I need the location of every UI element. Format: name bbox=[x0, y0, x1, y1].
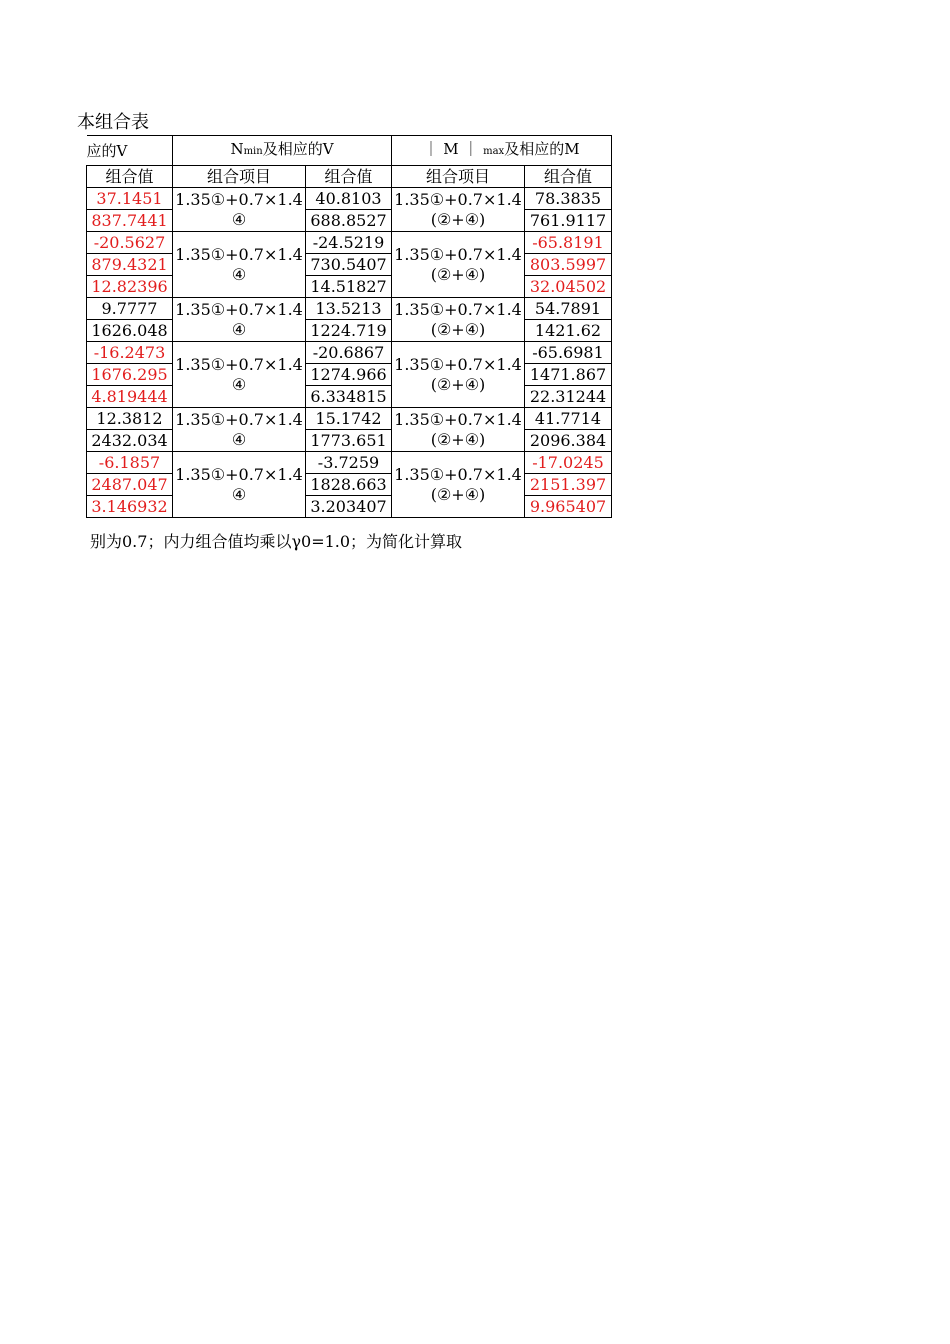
table-row bbox=[87, 254, 612, 276]
table-row bbox=[87, 364, 612, 386]
combo-value-cell: -17.0245 bbox=[525, 452, 612, 474]
combo-value-cell: 13.5213 bbox=[306, 298, 392, 320]
combo-value-cell: -20.6867 bbox=[306, 342, 392, 364]
combo-value-cell: 78.3835 bbox=[525, 188, 612, 210]
combo-value-cell: 1224.719 bbox=[306, 320, 392, 342]
header-combo-value-1: 组合值 bbox=[87, 166, 173, 188]
combo-value-cell: 15.1742 bbox=[306, 408, 392, 430]
combo-value-cell: 688.8527 bbox=[306, 210, 392, 232]
table-row bbox=[87, 496, 612, 518]
combo-value-cell: 3.146932 bbox=[87, 496, 173, 518]
combo-value-cell: 1421.62 bbox=[525, 320, 612, 342]
combo-value-cell: 2151.397 bbox=[525, 474, 612, 496]
combo-items-cell: 1.35①+0.7×1.4④ bbox=[173, 452, 306, 518]
combo-value-cell: 32.04502 bbox=[525, 276, 612, 298]
group-header-row bbox=[87, 136, 612, 166]
table-row bbox=[87, 342, 612, 364]
combo-items-cell: 1.35①+0.7×1.4(②+④) bbox=[392, 342, 525, 408]
combo-value-cell: 14.51827 bbox=[306, 276, 392, 298]
header-nmin: Nmin及相应的V bbox=[173, 136, 392, 166]
combo-value-cell: 1676.295 bbox=[87, 364, 173, 386]
combo-items-cell: 1.35①+0.7×1.4(②+④) bbox=[392, 298, 525, 342]
combo-value-cell: 2096.384 bbox=[525, 430, 612, 452]
combo-value-cell: -24.5219 bbox=[306, 232, 392, 254]
combo-value-cell: 12.82396 bbox=[87, 276, 173, 298]
combo-value-cell: 879.4321 bbox=[87, 254, 173, 276]
table-row bbox=[87, 386, 612, 408]
table-row bbox=[87, 232, 612, 254]
combo-items-cell: 1.35①+0.7×1.4(②+④) bbox=[392, 452, 525, 518]
combo-value-cell: 41.7714 bbox=[525, 408, 612, 430]
header-mmax: ｜ M ｜ max及相应的M bbox=[392, 136, 612, 166]
table-row bbox=[87, 276, 612, 298]
combo-value-cell: 12.3812 bbox=[87, 408, 173, 430]
table-body bbox=[87, 188, 612, 518]
combo-value-cell: 837.7441 bbox=[87, 210, 173, 232]
combo-value-cell: -6.1857 bbox=[87, 452, 173, 474]
combo-value-cell: -65.8191 bbox=[525, 232, 612, 254]
table-row bbox=[87, 408, 612, 430]
combo-value-cell: -3.7259 bbox=[306, 452, 392, 474]
combo-value-cell: 2487.047 bbox=[87, 474, 173, 496]
combo-value-cell: 6.334815 bbox=[306, 386, 392, 408]
combo-items-cell: 1.35①+0.7×1.4(②+④) bbox=[392, 232, 525, 298]
table-row bbox=[87, 320, 612, 342]
header-combo-items-2: 组合项目 bbox=[173, 166, 306, 188]
combo-value-cell: 22.31244 bbox=[525, 386, 612, 408]
combo-value-cell: 761.9117 bbox=[525, 210, 612, 232]
combo-items-cell: 1.35①+0.7×1.4④ bbox=[173, 342, 306, 408]
combo-items-cell: 1.35①+0.7×1.4(②+④) bbox=[392, 188, 525, 232]
sub-header-row bbox=[87, 166, 612, 188]
header-combo-items-3: 组合项目 bbox=[392, 166, 525, 188]
table-row bbox=[87, 452, 612, 474]
combo-value-cell: 2432.034 bbox=[87, 430, 173, 452]
combo-items-cell: 1.35①+0.7×1.4(②+④) bbox=[392, 408, 525, 452]
combo-value-cell: 1773.651 bbox=[306, 430, 392, 452]
combo-items-cell: 1.35①+0.7×1.4④ bbox=[173, 408, 306, 452]
combo-items-cell: 1.35①+0.7×1.4④ bbox=[173, 188, 306, 232]
combo-value-cell: 4.819444 bbox=[87, 386, 173, 408]
combo-value-cell: 3.203407 bbox=[306, 496, 392, 518]
combo-value-cell: 803.5997 bbox=[525, 254, 612, 276]
combination-table bbox=[86, 135, 612, 518]
combo-value-cell: 54.7891 bbox=[525, 298, 612, 320]
combo-value-cell: -65.6981 bbox=[525, 342, 612, 364]
combo-value-cell: 1626.048 bbox=[87, 320, 173, 342]
header-combo-value-2: 组合值 bbox=[306, 166, 392, 188]
table-title: 本组合表 bbox=[77, 112, 149, 133]
combo-value-cell: -16.2473 bbox=[87, 342, 173, 364]
combo-items-cell: 1.35①+0.7×1.4④ bbox=[173, 232, 306, 298]
table-row bbox=[87, 210, 612, 232]
combo-value-cell: 40.8103 bbox=[306, 188, 392, 210]
combo-value-cell: 9.965407 bbox=[525, 496, 612, 518]
combo-value-cell: 37.1451 bbox=[87, 188, 173, 210]
footer-note: 别为0.7；内力组合值均乘以γ0=1.0；为简化计算取 bbox=[90, 532, 463, 551]
combo-value-cell: 1274.966 bbox=[306, 364, 392, 386]
combo-value-cell: 730.5407 bbox=[306, 254, 392, 276]
combo-value-cell: 9.7777 bbox=[87, 298, 173, 320]
header-col1: 应的V bbox=[87, 136, 173, 166]
table-row bbox=[87, 298, 612, 320]
combo-value-cell: 1828.663 bbox=[306, 474, 392, 496]
header-combo-value-3: 组合值 bbox=[525, 166, 612, 188]
combo-value-cell: -20.5627 bbox=[87, 232, 173, 254]
combo-items-cell: 1.35①+0.7×1.4④ bbox=[173, 298, 306, 342]
table-row bbox=[87, 188, 612, 210]
table-row bbox=[87, 430, 612, 452]
combo-value-cell: 1471.867 bbox=[525, 364, 612, 386]
table-row bbox=[87, 474, 612, 496]
